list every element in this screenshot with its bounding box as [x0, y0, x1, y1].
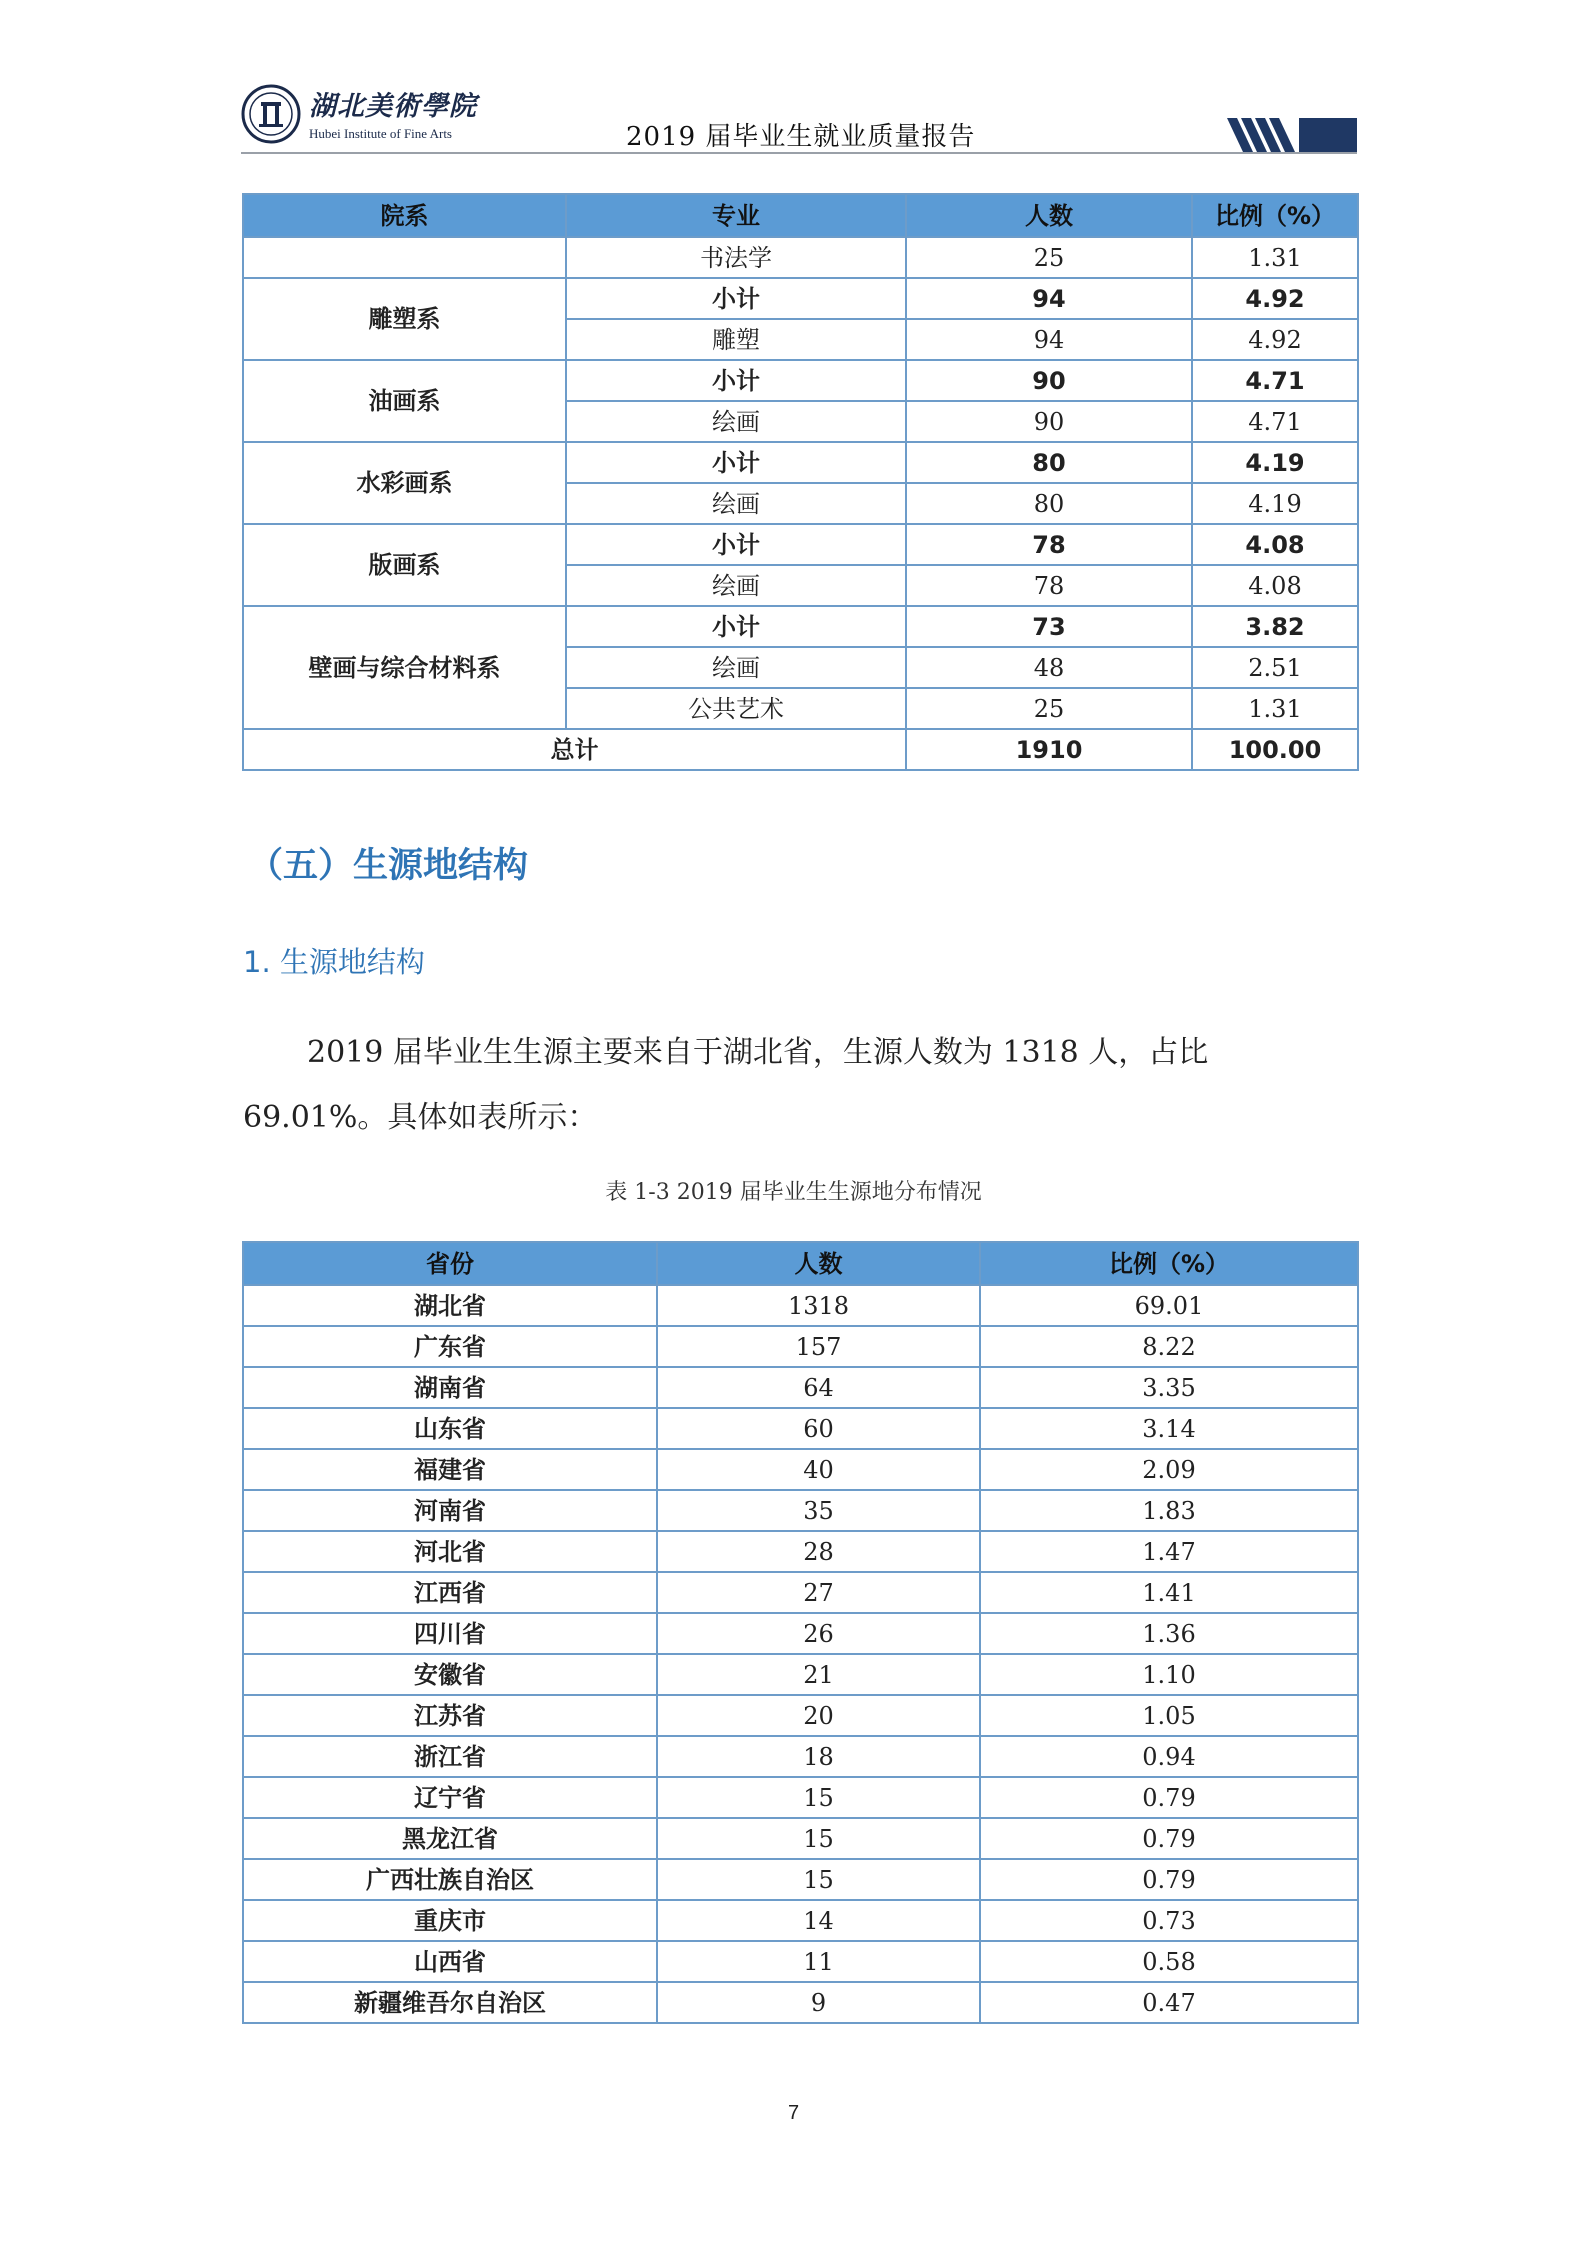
- pct-cell: 8.22: [980, 1326, 1358, 1367]
- total-row: [243, 729, 1358, 770]
- pct-cell: 4.08: [1192, 524, 1358, 565]
- pct-cell: 4.19: [1192, 483, 1358, 524]
- column-header: 人数: [906, 194, 1192, 237]
- dept-cell: 水彩画系: [243, 442, 566, 524]
- column-header: 比例（%）: [1192, 194, 1358, 237]
- header-stripes-decoration: [1227, 118, 1357, 152]
- pct-cell: 4.92: [1192, 319, 1358, 360]
- dept-cell: [243, 237, 566, 278]
- school-name-en: Hubei Institute of Fine Arts: [309, 126, 452, 141]
- major-cell: 绘画: [566, 647, 906, 688]
- pct-cell: 0.47: [980, 1982, 1358, 2023]
- pct-cell: 0.94: [980, 1736, 1358, 1777]
- total-label: 总计: [243, 729, 906, 770]
- school-name-cn: 湖北美術學院: [309, 91, 477, 122]
- table-row: [243, 442, 1358, 483]
- column-header: 人数: [657, 1242, 980, 1285]
- major-cell: 绘画: [566, 483, 906, 524]
- major-cell: 小计: [566, 606, 906, 647]
- table-row: [243, 1654, 1358, 1695]
- count-cell: 15: [657, 1777, 980, 1818]
- pct-cell: 4.08: [1192, 565, 1358, 606]
- major-cell: 绘画: [566, 565, 906, 606]
- pct-cell: 69.01: [980, 1285, 1358, 1326]
- major-cell: 小计: [566, 278, 906, 319]
- table-header-row: [243, 194, 1358, 237]
- table-row: [243, 606, 1358, 647]
- table-row: [243, 1695, 1358, 1736]
- table-header-row: [243, 1242, 1358, 1285]
- province-cell: 福建省: [243, 1449, 657, 1490]
- paragraph-text: 2019 届毕业生生源主要来自于湖北省，生源人数为 1318 人，占比 69.01%。具体如表所示：: [243, 1035, 1209, 1135]
- table-row: [243, 1572, 1358, 1613]
- province-cell: 广西壮族自治区: [243, 1859, 657, 1900]
- dept-cell: 壁画与综合材料系: [243, 606, 566, 729]
- count-cell: 15: [657, 1818, 980, 1859]
- count-cell: 18: [657, 1736, 980, 1777]
- count-cell: 20: [657, 1695, 980, 1736]
- province-cell: 安徽省: [243, 1654, 657, 1695]
- pct-cell: 0.73: [980, 1900, 1358, 1941]
- pct-cell: 0.79: [980, 1777, 1358, 1818]
- table-row: [243, 1900, 1358, 1941]
- pct-cell: 1.41: [980, 1572, 1358, 1613]
- province-cell: 辽宁省: [243, 1777, 657, 1818]
- column-header: 比例（%）: [980, 1242, 1358, 1285]
- count-cell: 40: [657, 1449, 980, 1490]
- school-emblem-icon: [241, 84, 301, 144]
- count-cell: 80: [906, 442, 1192, 483]
- pct-cell: 0.79: [980, 1859, 1358, 1900]
- column-header: 省份: [243, 1242, 657, 1285]
- table-row: [243, 1736, 1358, 1777]
- count-cell: 27: [657, 1572, 980, 1613]
- department-major-table: [242, 193, 1359, 771]
- province-cell: 浙江省: [243, 1736, 657, 1777]
- count-cell: 9: [657, 1982, 980, 2023]
- table-row: [243, 1490, 1358, 1531]
- count-cell: 157: [657, 1326, 980, 1367]
- section-heading: （五）生源地结构: [248, 846, 529, 886]
- pct-cell: 4.71: [1192, 360, 1358, 401]
- total-pct: 100.00: [1192, 729, 1358, 770]
- major-cell: 公共艺术: [566, 688, 906, 729]
- count-cell: 21: [657, 1654, 980, 1695]
- pct-cell: 1.36: [980, 1613, 1358, 1654]
- province-cell: 山西省: [243, 1941, 657, 1982]
- count-cell: 28: [657, 1531, 980, 1572]
- count-cell: 73: [906, 606, 1192, 647]
- total-count: 1910: [906, 729, 1192, 770]
- count-cell: 90: [906, 360, 1192, 401]
- table-row: [243, 1449, 1358, 1490]
- province-cell: 湖南省: [243, 1367, 657, 1408]
- header-divider: [241, 152, 1357, 154]
- table-row: [243, 1408, 1358, 1449]
- pct-cell: 4.92: [1192, 278, 1358, 319]
- major-cell: 小计: [566, 360, 906, 401]
- major-cell: 绘画: [566, 401, 906, 442]
- table-row: [243, 1367, 1358, 1408]
- pct-cell: 1.10: [980, 1654, 1358, 1695]
- count-cell: 25: [906, 688, 1192, 729]
- major-cell: 小计: [566, 524, 906, 565]
- column-header: 专业: [566, 194, 906, 237]
- count-cell: 60: [657, 1408, 980, 1449]
- body-paragraph: [243, 1020, 1358, 1150]
- count-cell: 15: [657, 1859, 980, 1900]
- pct-cell: 1.83: [980, 1490, 1358, 1531]
- pct-cell: 1.31: [1192, 688, 1358, 729]
- pct-cell: 4.71: [1192, 401, 1358, 442]
- pct-cell: 3.35: [980, 1367, 1358, 1408]
- province-cell: 重庆市: [243, 1900, 657, 1941]
- count-cell: 1318: [657, 1285, 980, 1326]
- count-cell: 35: [657, 1490, 980, 1531]
- province-cell: 河北省: [243, 1531, 657, 1572]
- count-cell: 78: [906, 524, 1192, 565]
- table-row: [243, 1859, 1358, 1900]
- count-cell: 48: [906, 647, 1192, 688]
- pct-cell: 0.58: [980, 1941, 1358, 1982]
- dept-cell: 雕塑系: [243, 278, 566, 360]
- page-number: 7: [787, 2102, 800, 2124]
- count-cell: 26: [657, 1613, 980, 1654]
- pct-cell: 3.82: [1192, 606, 1358, 647]
- province-cell: 江西省: [243, 1572, 657, 1613]
- count-cell: 80: [906, 483, 1192, 524]
- dept-cell: 版画系: [243, 524, 566, 606]
- count-cell: 78: [906, 565, 1192, 606]
- major-cell: 小计: [566, 442, 906, 483]
- table-row: [243, 1531, 1358, 1572]
- pct-cell: 0.79: [980, 1818, 1358, 1859]
- page-header: [241, 78, 1357, 158]
- pct-cell: 1.47: [980, 1531, 1358, 1572]
- province-cell: 广东省: [243, 1326, 657, 1367]
- table-row: [243, 237, 1358, 278]
- province-distribution-table: [242, 1241, 1359, 2024]
- major-cell: 雕塑: [566, 319, 906, 360]
- table-row: [243, 1285, 1358, 1326]
- pct-cell: 1.05: [980, 1695, 1358, 1736]
- dept-cell: 油画系: [243, 360, 566, 442]
- table-row: [243, 1941, 1358, 1982]
- table-row: [243, 278, 1358, 319]
- province-cell: 新疆维吾尔自治区: [243, 1982, 657, 2023]
- table-row: [243, 1777, 1358, 1818]
- column-header: 院系: [243, 194, 566, 237]
- table-row: [243, 1613, 1358, 1654]
- count-cell: 64: [657, 1367, 980, 1408]
- pct-cell: 2.09: [980, 1449, 1358, 1490]
- pct-cell: 4.19: [1192, 442, 1358, 483]
- province-cell: 江苏省: [243, 1695, 657, 1736]
- subsection-heading: 1. 生源地结构: [243, 945, 425, 979]
- table-row: [243, 1818, 1358, 1859]
- pct-cell: 2.51: [1192, 647, 1358, 688]
- count-cell: 11: [657, 1941, 980, 1982]
- table-caption: 表 1-3 2019 届毕业生生源地分布情况: [605, 1180, 982, 1205]
- province-cell: 山东省: [243, 1408, 657, 1449]
- table-row: [243, 524, 1358, 565]
- province-cell: 河南省: [243, 1490, 657, 1531]
- pct-cell: 3.14: [980, 1408, 1358, 1449]
- province-cell: 四川省: [243, 1613, 657, 1654]
- table-row: [243, 360, 1358, 401]
- count-cell: 94: [906, 319, 1192, 360]
- table-row: [243, 1982, 1358, 2023]
- count-cell: 14: [657, 1900, 980, 1941]
- province-cell: 湖北省: [243, 1285, 657, 1326]
- count-cell: 94: [906, 278, 1192, 319]
- report-title: 2019 届毕业生就业质量报告: [626, 122, 976, 152]
- count-cell: 25: [906, 237, 1192, 278]
- count-cell: 90: [906, 401, 1192, 442]
- province-cell: 黑龙江省: [243, 1818, 657, 1859]
- table-row: [243, 1326, 1358, 1367]
- pct-cell: 1.31: [1192, 237, 1358, 278]
- major-cell: 书法学: [566, 237, 906, 278]
